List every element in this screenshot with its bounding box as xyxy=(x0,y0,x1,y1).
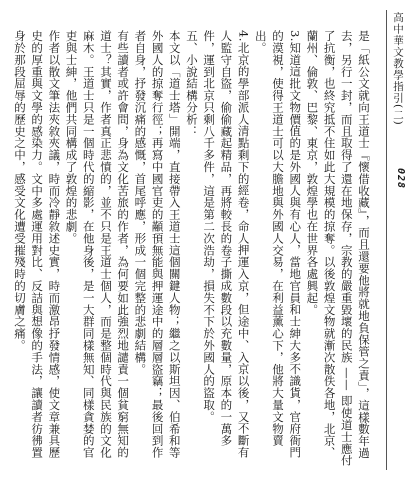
paragraph: 4.北京的學部派人清點剩下的經卷，命人押運入京，但途中、入京以後，又不斷有人監守自盜，偷偷藏起精品，再將較長的卷子撕成數段以充數量，原本的一萬多件，運到北京只剩八千多件，這是第二次浩劫，損失不下於外國人的盜取。 xyxy=(202,30,251,459)
paragraph: 本文以「道士塔」開端，直接帶入王道士這個關鍵人物；繼之以斯坦因、伯希和等外國人的掠奪行徑；再寫中國官吏的顢頇無能與押運途中的層層盜竊；最後回到作者自身，抒發沉痛的感慨，首尾呼應，形成一個完整的悲劇結構。 xyxy=(133,30,182,459)
running-title: 高中華文教學指引(二) xyxy=(392,12,404,126)
page-number: 028 xyxy=(395,168,406,190)
paragraph: 五、小說結構分析： xyxy=(184,30,199,138)
paragraph: 有些讀者或許會問，身為文化苦旅的作者，為何要如此強烈地譴責一個貧窮無知的道士？其實，作者真正悲憤的，並不只是王道士個人，而是整個時代與民族的文化麻木。王道士只是一個時代的縮影，在他身後，是一大群同樣無知、同樣貪婪的官吏與士紳，他們共同構成了敦煌的悲劇。 xyxy=(64,30,131,459)
body-text xyxy=(12,30,372,470)
paragraph: 3.知道這批文物價值的是外國人與有心人，當地官員和士紳大多不識貨，官府衙門的漠視，使得王道士可以大膽地與外國人交易，在利益薰心下，他將大量文物賣出。 xyxy=(253,30,303,459)
paragraph: 是「紙公文就向王道士『懷借收藏』，而且還要他將就地負保管之責」，這樣數年過去，另行一封，而且取得了還在地保存，宗教的嚴重毀壞的民族 —— 即使道士應付了抗衡，也終究抵不住如此大規模的掠奪。以後敦煌文物就漸次散佚各地，北京、蘭州、倫敦、巴黎、東京，敦煌學也在世界各處興起。 xyxy=(305,30,371,467)
paragraph: 作者以散文筆法夾敘夾議，時而冷靜敘述史實，時而激昂抒發情感，使文章兼具歷史的厚重與文學的感染力。文中多處運用對比、反詰與想像的手法，讓讀者彷彿置身於那段屈辱的歷史之中，感受文化遭受摧殘時的切膚之痛。 xyxy=(12,30,62,459)
header-rule xyxy=(386,10,387,470)
